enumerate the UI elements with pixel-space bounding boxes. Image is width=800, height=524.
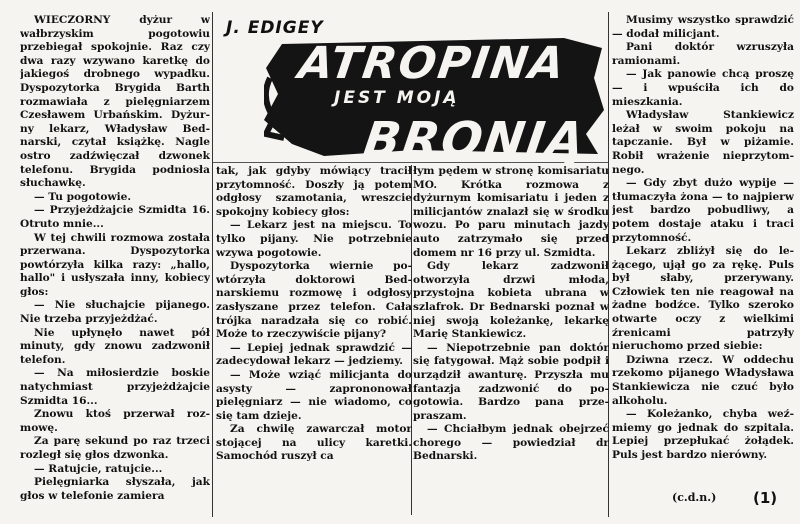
paragraph: — Gdy zbyt dużo wypije — tłumaczyła żona — to najpierw jest bardzo pobudliwy, a potem dostaje ataku i traci przytomność. [612, 177, 794, 244]
paragraph: Nie upłynęło nawet pół minuty, gdy znowu zadzwonił telefon. [20, 326, 210, 366]
paragraph: Dyspozytorka wiernie powtórzyła doktorowi Bednarskiemu rozmowę i odgłosy zasłyszane przez telefon. Cała trójka naradzała się co robić. Może to rzeczywiście pijany? [216, 260, 412, 341]
paragraph: Musimy wszystko sprawdzić — dodał milicjant. [612, 14, 794, 40]
paragraph: Za parę sekund po raz trzeci rozległ się głos dzwonka. [20, 435, 210, 461]
paragraph: tak, jak gdyby mówiący tracił przytomność. Doszły ją potem odgłosy szamotania, wreszcie spokojny kobiecy głos: [216, 165, 412, 218]
paragraph: Dziwna rzecz. W oddechu rzekomo pijanego Władysława Stankiewicza nie czuć było alkoholu. [612, 353, 794, 407]
paragraph: łym pędem w stronę komisariatu MO. Krótka rozmowa z dyżurnym komisariatu i jeden z milicjantów znalazł się w środku wozu. Po paru minutach jazdy auto zatrzymało się przed domem nr 16 przy ul. Szmidta. [413, 165, 609, 259]
paragraph: — Na miłosierdzie boskie natychmiast przyjeżdżajcie Szmidta 16... [20, 367, 210, 407]
paragraph: — Przyjeżdżajcie Szmidta 16. Otruto mnie... [20, 204, 210, 230]
paragraph: Znowu ktoś przerwał rozmowę. [20, 408, 210, 434]
article-column-1 [20, 14, 210, 522]
paragraph: — Ratujcie, ratujcie... [34, 462, 163, 475]
paragraph: Władysław Stankiewicz leżał w swoim pokoju na tapczanie. Był w piżamie. Robił wrażenie nieprzytomnego. [612, 109, 794, 176]
paragraph: — Nie słuchajcie pijanego. Nie trzeba przyjeżdżać. [20, 299, 210, 326]
title-line-2: BRONIĄ [360, 112, 590, 168]
article-column-3 [413, 165, 609, 520]
continued-note: (c.d.n.) [672, 491, 717, 504]
paragraph: — Chciałbym jednak obejrzeć chorego — powiedział dr Bednarski. [413, 423, 609, 463]
episode-number: (1) [753, 489, 778, 507]
paragraph: — Niepotrzebnie pan doktór się fatygował. Mąż sobie podpił i urządził awanturę. Przyszła mu fantazja zadzwonić do pogotowia. Bardzo pana przepraszam. [413, 341, 609, 422]
headline-block [214, 12, 607, 168]
paragraph: Gdy lekarz zadzwonił otworzyła drzwi młoda, przystojna kobieta ubrana w szlafrok. Dr Bednarski poznał w niej swoją koleżankę, lekarkę Marię Stankiewicz. [413, 260, 609, 341]
column-rule-left [212, 12, 213, 517]
paragraph: Pani doktór wzruszyła ramionami. [612, 41, 794, 67]
paragraph: Lekarz zbliżył się do leżącego, ujął go za rękę. Puls był słaby, przerywany. Człowiek ten nie reagował na żadne bodźce. Tylko szeroko otwarte oczy z wielkimi źrenicami patrzyły nieruchomo przed siebie: [612, 245, 794, 353]
paragraph: — Tu pogotowie. [34, 190, 132, 203]
paragraph: WIECZORNY dyżur w wałbrzyskim pogotowiu przebiegał spokojnie. Raz czy dwa razy wzywano karetkę do jakiegoś drobnego wypadku. Dyspozytorka Brygida Barth rozmawiała z pielęgniarzem Czesławem Urbańskim. Dyżurny lekarz, Władysław Bednarski, czytał książkę. Nagle ostro zadźwięczał dzwonek telefonu. Brygida podniosła słuchawkę. [20, 14, 210, 190]
paragraph: Pielęgniarka słyszała, jak głos w telefonie zamiera [20, 476, 210, 502]
title-line-1: ATROPINA [295, 38, 570, 89]
paragraph: — Lepiej jednak sprawdzić — zadecydował lekarz — jedziemy. [216, 341, 412, 368]
paragraph: — Lekarz jest na miejscu. To tylko pijany. Nie potrzebnie wzywa pogotowie. [216, 219, 412, 259]
article-column-4 [612, 14, 794, 522]
paragraph: W tej chwili rozmowa została przerwana. Dyspozytorka powtórzyła kilka razy: „hallo, hallo" i usłyszała inny, kobiecy głos: [20, 231, 210, 298]
paragraph: — Może wziąć milicjanta do asysty — zaprononował pielęgniarz — nie wiadomo, co się tam dzieje. [216, 368, 412, 422]
paragraph: — Koleżanko, chyba weźmiemy go jednak do szpitala. Lepiej przepłukać żołądek. Puls jest bardzo nierówny. [612, 408, 794, 461]
title-subtitle: JEST MOJĄ [334, 88, 460, 108]
author-name: J. EDIGEY [226, 18, 324, 38]
paragraph: Za chwilę zawarczał motor stojącej na ulicy karetki. Samochód ruszył ca [216, 423, 412, 463]
article-column-2 [216, 165, 412, 520]
paragraph: — Jak panowie chcą proszę — i wpuściła ich do mieszkania. [612, 68, 794, 108]
